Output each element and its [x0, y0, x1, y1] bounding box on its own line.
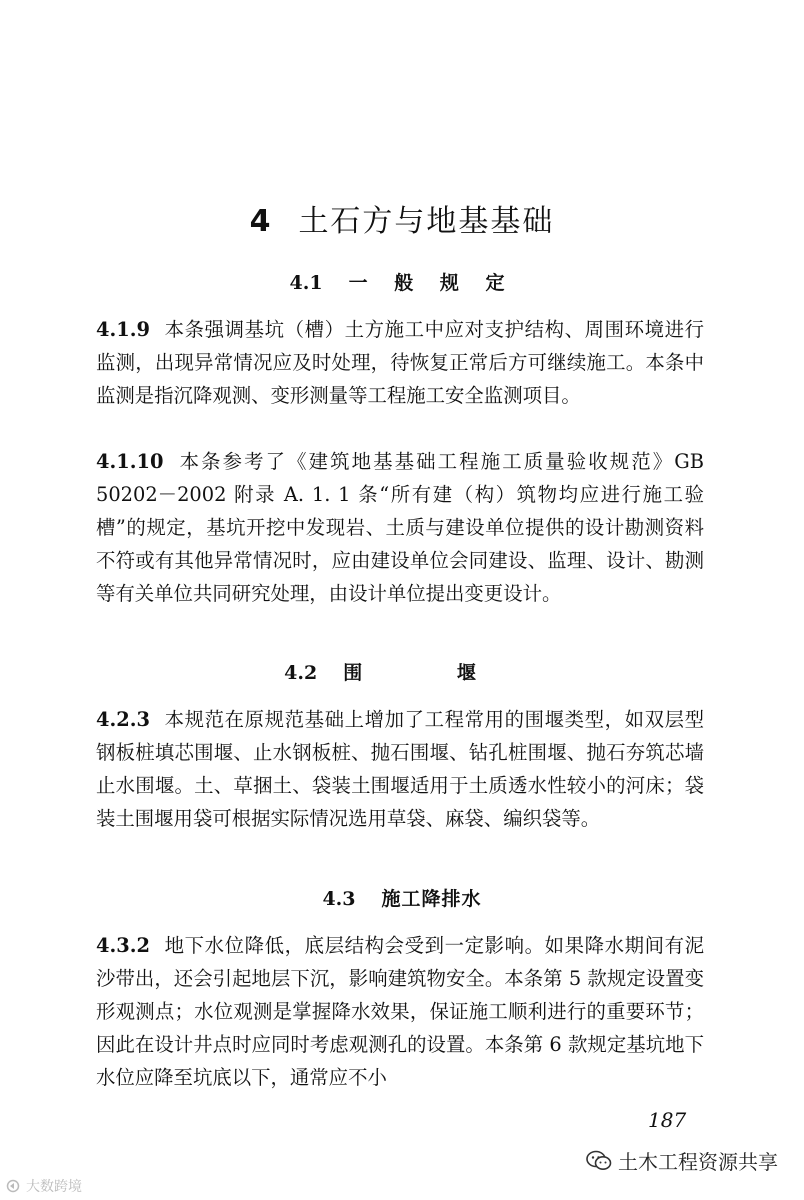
watermark-left	[6, 1176, 82, 1196]
clause-text: 本条参考了《建筑地基基础工程施工质量验收规范》GB 50202－2002 附录 A. 1. 1 条“所有建（构）筑物均应进行施工验槽”的规定，基坑开挖中发现岩、土质与建设单位提供的设计勘测资料不符或有其他异常情况时，应由建设单位会同建设、监理、设计、勘测等有关单位共同研究处理，由设计单位提出变更设计。	[96, 450, 704, 605]
section-title-text: 一 般 规 定	[348, 272, 515, 294]
clause-number: 4.3.2	[96, 934, 150, 957]
clause-number: 4.1.9	[96, 318, 150, 341]
section-heading-4-2	[0, 658, 804, 685]
clause-number: 4.2.3	[96, 708, 150, 731]
section-heading-4-3	[0, 884, 804, 911]
clause-number: 4.1.10	[96, 450, 164, 473]
section-number: 4.3	[322, 888, 356, 910]
section-number: 4.2	[284, 662, 318, 684]
clause-text: 地下水位降低，底层结构会受到一定影响。如果降水期间有泥沙带出，还会引起地层下沉，影响建筑物安全。本条第 5 款规定设置变形观测点；水位观测是掌握降水效果，保证施工顺利进行的重要环节；因此在设计井点时应同时考虑观测孔的设置。本条第 6 款规定基坑地下水位应降至坑底以下，通常应不小	[96, 934, 704, 1089]
section-title-text: 围 堰	[343, 662, 520, 684]
watermark-source	[586, 1146, 778, 1175]
clause-text: 本条强调基坑（槽）土方施工中应对支护结构、周围环境进行监测，出现异常情况应及时处理，待恢复正常后方可继续施工。本条中监测是指沉降观测、变形测量等工程施工安全监测项目。	[96, 318, 704, 407]
section-title-text: 施工降排水	[381, 888, 482, 910]
page-number: 187	[648, 1108, 687, 1132]
section-heading-4-1	[0, 268, 804, 295]
logo-icon	[6, 1179, 22, 1193]
clause-4-1-10	[96, 445, 704, 610]
clause-4-1-9	[96, 313, 704, 412]
clause-4-3-2	[96, 929, 704, 1094]
clause-text: 本规范在原规范基础上增加了工程常用的围堰类型，如双层型钢板桩填芯围堰、止水钢板桩、抛石围堰、钻孔桩围堰、抛石夯筑芯墙止水围堰。土、草捆土、袋装土围堰适用于土质透水性较小的河床；袋装土围堰用袋可根据实际情况选用草袋、麻袋、编织袋等。	[96, 708, 704, 830]
section-number: 4.1	[289, 272, 323, 294]
watermark-left-text: 大数跨境	[26, 1179, 82, 1195]
wechat-icon	[586, 1150, 612, 1172]
watermark-source-text: 土木工程资源共享	[618, 1150, 778, 1174]
clause-4-2-3	[96, 703, 704, 835]
chapter-number: 4	[249, 204, 273, 239]
chapter-title	[0, 196, 804, 240]
chapter-title-text: 土石方与地基基础	[298, 204, 555, 239]
